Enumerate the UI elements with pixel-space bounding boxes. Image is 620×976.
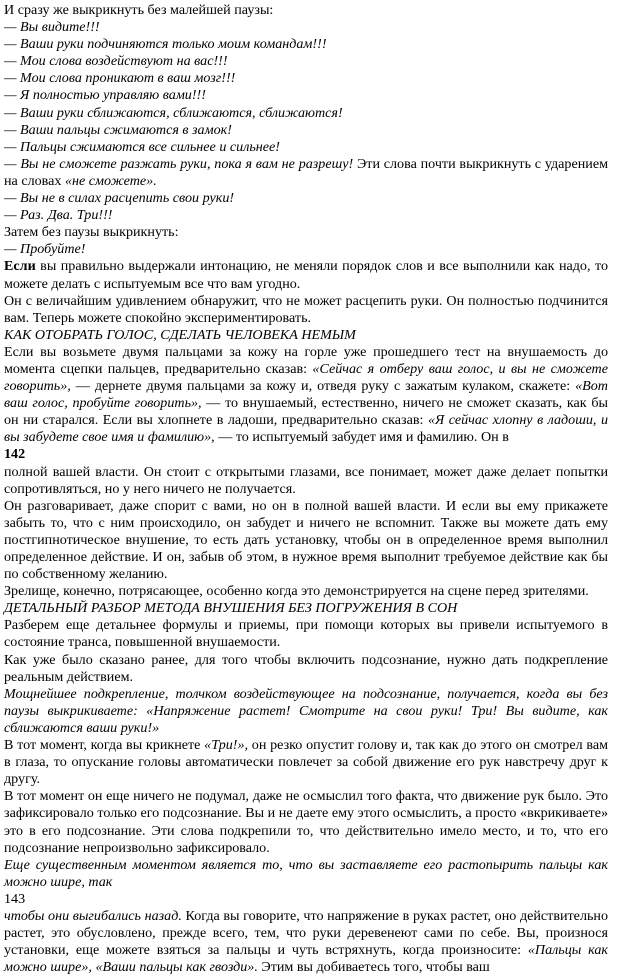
- paragraph: И сразу же выкрикнуть без малейшей паузы:: [4, 2, 274, 18]
- paragraph-text: В тот момент, когда вы крикнете: [4, 737, 205, 754]
- paragraph: [4, 258, 608, 292]
- paragraph: Еще существенным моментом является то, что вы заставляете его растопырить пальцы как можно шире, так: [4, 856, 608, 890]
- paragraph-text: он резко опустит голову и, так как до этого он смотрел вам в глаза, то опускание головы автоматически повлечет за собой движение его рук навстречу друг к другу.: [4, 737, 608, 788]
- command-line: — Мои слова проникают в ваш мозг!!!: [4, 70, 236, 87]
- command-line: — Ваши руки сближаются, сближаются, сближаются!: [4, 104, 343, 121]
- paragraph: [4, 737, 608, 788]
- emphasis-text: «не сможете».: [64, 172, 157, 189]
- command-line: — Я полностью управляю вами!!!: [4, 87, 206, 104]
- quote-text: «Я сейчас хлопну в ладоши, и вы забудете свое имя и фамилию»,: [4, 412, 608, 446]
- command-line: — Мои слова воздействуют на вас!!!: [4, 53, 228, 70]
- paragraph: Он с величайшим удивлением обнаружит, что не может расцепить руки. Он полностью подчинится вам. Теперь можете спокойно экспериментировать.: [4, 292, 608, 326]
- page-number: 143: [4, 890, 26, 907]
- paragraph: [4, 908, 608, 976]
- paragraph-text: Когда вы говорите, что напряжение в руках растет, оно действительно растет, это обусловлено, прежде всего, тем, что руки деревенеют сами по себе. Вы, произнося установки, еще можете взяться за пальцы и чуть встряхнуть, когда произносите:: [4, 907, 608, 959]
- paragraph-text: — то испытуемый забудет имя и фамилию. Он в: [214, 429, 509, 446]
- paragraph: Он разговаривает, даже спорит с вами, но он в полной вашей власти. И если вы ему прикажете забыть то, что с ним происходило, он забудет и ничего не вспомнит. Также вы можете дать ему постгипнотическое внушение, то есть дать установку, чтобы он в определенное время выполнил определенное действие. И он, забыв об этом, в нужное время выполнит требуемое действие как бы по собственному желанию.: [4, 497, 608, 583]
- paragraph: В тот момент он еще ничего не подумал, даже не осмыслил того факта, что движение рук было. Это зафиксировало только его подсознание. Вы и не даете ему этого осмыслить, а просто «вкрикиваете» это в его подсознание. Эти слова подкрепили то, что действительно имело место, и то, что его подсознание непроизвольно зафиксировало.: [4, 788, 608, 856]
- quote-text: «Вот ваш голос, пробуйте говорить»,: [4, 378, 608, 412]
- command-text: — Вы не сможете разжать руки, пока я вам не разрешу!: [4, 155, 354, 172]
- paragraph-text: — дернете двумя пальцами за кожу и, отведя руку с зажатым кулаком, скажете:: [70, 378, 576, 395]
- quote-text: чтобы они выгибались назад.: [4, 907, 182, 924]
- command-line: — Вы не в силах расцепить свои руки!: [4, 190, 235, 207]
- command-line: — Ваши руки подчиняются только моим командам!!!: [4, 36, 327, 53]
- paragraph: [4, 344, 608, 447]
- command-line: — Ваши пальцы сжимаются в замок!: [4, 121, 232, 138]
- section-heading: КАК ОТОБРАТЬ ГОЛОС, СДЕЛАТЬ ЧЕЛОВЕКА НЕМЫМ: [4, 326, 356, 343]
- paragraph: Разберем еще детальнее формулы и приемы, при помощи которых вы привели испытуемого в состояние транса, повышенной внушаемости.: [4, 617, 608, 651]
- section-heading: ДЕТАЛЬНЫЙ РАЗБОР МЕТОДА ВНУШЕНИЯ БЕЗ ПОГРУЖЕНИЯ В СОН: [4, 600, 458, 617]
- paragraph-text: Этим вы добиваетесь того, чтобы ваш: [257, 959, 490, 976]
- page-number: 142: [4, 446, 26, 463]
- command-line: — Раз. Два. Три!!!: [4, 207, 113, 224]
- paragraph: полной вашей власти. Он стоит с открытыми глазами, все понимает, может даже делает попытки сопротивляться, но у него ничего не получается.: [4, 463, 608, 497]
- paragraph: Затем без паузы выкрикнуть:: [4, 224, 179, 241]
- quote-text: «Три!»,: [204, 737, 249, 754]
- quote-text: «Сейчас я отберу ваш голос, и вы не сможете говорить»,: [4, 360, 608, 395]
- paragraph-text: Эти слова почти выкрикнуть с ударением на словах: [4, 155, 608, 189]
- paragraph-text: Если вы возьмете двумя пальцами за кожу на горле уже прошедшего тест на внушаемость до момента сцепки пальцев, предварительно сказав:: [4, 343, 608, 377]
- paragraph: Как уже было сказано ранее, для того чтобы включить подсознание, нужно дать подкрепление реальным действием.: [4, 651, 608, 685]
- paragraph: [4, 156, 608, 190]
- paragraph: Зрелище, конечно, потрясающее, особенно когда это демонстрируется на сцене перед зрителями.: [4, 583, 589, 600]
- quote-text: «Пальцы как можно шире», «Ваши пальцы как гвозди».: [4, 942, 608, 976]
- bold-text: Если: [4, 258, 36, 275]
- paragraph: Мощнейшее подкрепление, толчком воздействующее на подсознание, получается, когда вы без паузы выкрикиваете: «Напряжение растет! Смотрите на свои руки! Три! Вы видите, как сближаются ваши руки!»: [4, 685, 608, 736]
- command-line: — Пробуйте!: [4, 241, 86, 258]
- command-line: — Вы видите!!!: [4, 19, 100, 36]
- paragraph-text: вы правильно выдержали интонацию, не меняли порядок слов и все выполнили как надо, то можете делать с испытуемым все что вам угодно.: [4, 258, 608, 292]
- command-line: — Пальцы сжимаются все сильнее и сильнее!: [4, 138, 280, 155]
- paragraph-text: — то внушаемый, естественно, ничего не сможет сказать, как бы он ни старался. Если вы хлопнете в ладоши, предварительно сказав:: [4, 395, 608, 429]
